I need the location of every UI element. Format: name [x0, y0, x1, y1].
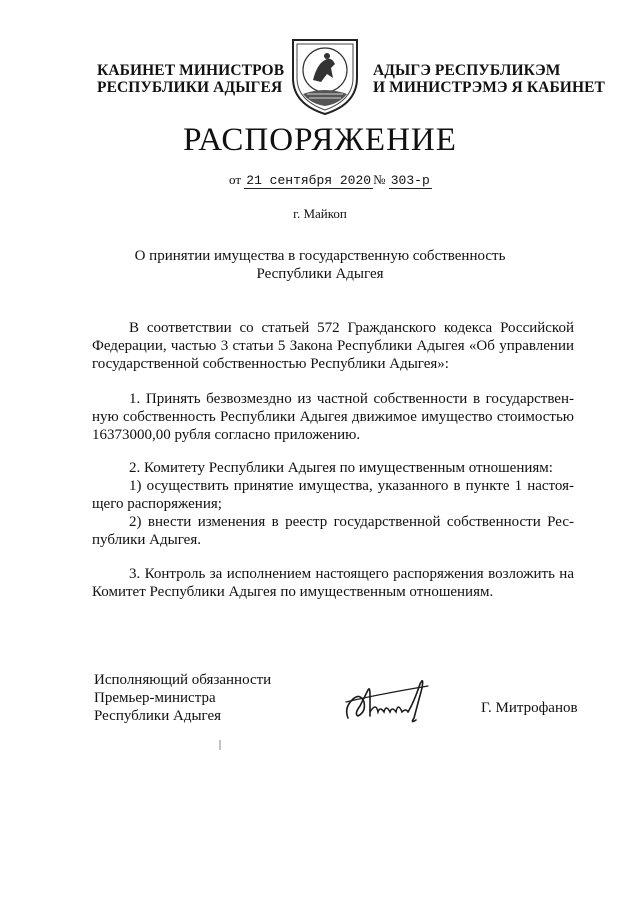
handwritten-signature [340, 672, 440, 726]
header-right-line2: И МИНИСТРЭМЭ Я КАБИНЕТ [373, 79, 605, 96]
header-right [373, 62, 605, 96]
text-line: В соответствии со статьей 572 Гражданского кодекса Российской [129, 320, 574, 336]
subject-line1: О принятии имущества в государственную собственность [134, 248, 506, 264]
text-line: 2. Комитету Республики Адыгея по имущественным отношениям: [129, 460, 553, 476]
text-line: 2) внести изменения в реестр государственной собственности Рес- [129, 514, 574, 530]
text-line: государственной собственностью Республики Адыгея»: [92, 356, 449, 372]
document-number: 303-р [390, 173, 430, 188]
date-prefix: от [229, 172, 242, 187]
text-line: Федерации, частью 3 статьи 5 Закона Республики Адыгея «Об управлении [92, 338, 574, 354]
text-line: щего распоряжения; [92, 496, 222, 512]
city: г. Майкоп [293, 206, 347, 221]
text-line: публики Адыгея. [92, 532, 201, 548]
signatory-line2: Премьер-министра [94, 690, 216, 706]
document-title: РАСПОРЯЖЕНИЕ [183, 122, 457, 158]
header-right-line1: АДЫГЭ РЕСПУБЛИКЭМ [373, 62, 561, 79]
header-left [97, 62, 285, 96]
header-left-line1: КАБИНЕТ МИНИСТРОВ [97, 62, 285, 79]
scan-mark [218, 740, 222, 750]
paragraph-item-1 [92, 390, 574, 444]
paragraph-item-3 [92, 565, 574, 601]
coat-of-arms-emblem [287, 34, 363, 116]
text-line: 1. Принять безвозмездно из частной собственности в государствен- [129, 391, 574, 407]
paragraph-item-2 [92, 459, 574, 549]
subject-line2: Республики Адыгея [256, 266, 384, 282]
number-sign: № [373, 172, 386, 187]
signatory-line1: Исполняющий обязанности [94, 672, 272, 688]
document-date: 21 сентября 2020 [246, 173, 372, 188]
text-line: Комитет Республики Адыгея по имущественным отношениям. [92, 584, 494, 600]
signatory-line3: Республики Адыгея [94, 708, 222, 724]
header-left-line2: РЕСПУБЛИКИ АДЫГЕЯ [97, 79, 283, 96]
subject [0, 247, 640, 283]
paragraph-preamble [92, 319, 574, 373]
text-line: 3. Контроль за исполнением настоящего распоряжения возложить на [129, 566, 574, 582]
text-line: ную собственность Республики Адыгея движимое имущество стоимостью [92, 409, 574, 425]
date-number-line [229, 172, 432, 189]
text-line: 1) осуществить принятие имущества, указанного в пункте 1 настоя- [129, 478, 574, 494]
signatory-name: Г. Митрофанов [481, 700, 578, 716]
signatory-title [94, 671, 271, 725]
text-line: 16373000,00 рубля согласно приложению. [92, 427, 361, 443]
